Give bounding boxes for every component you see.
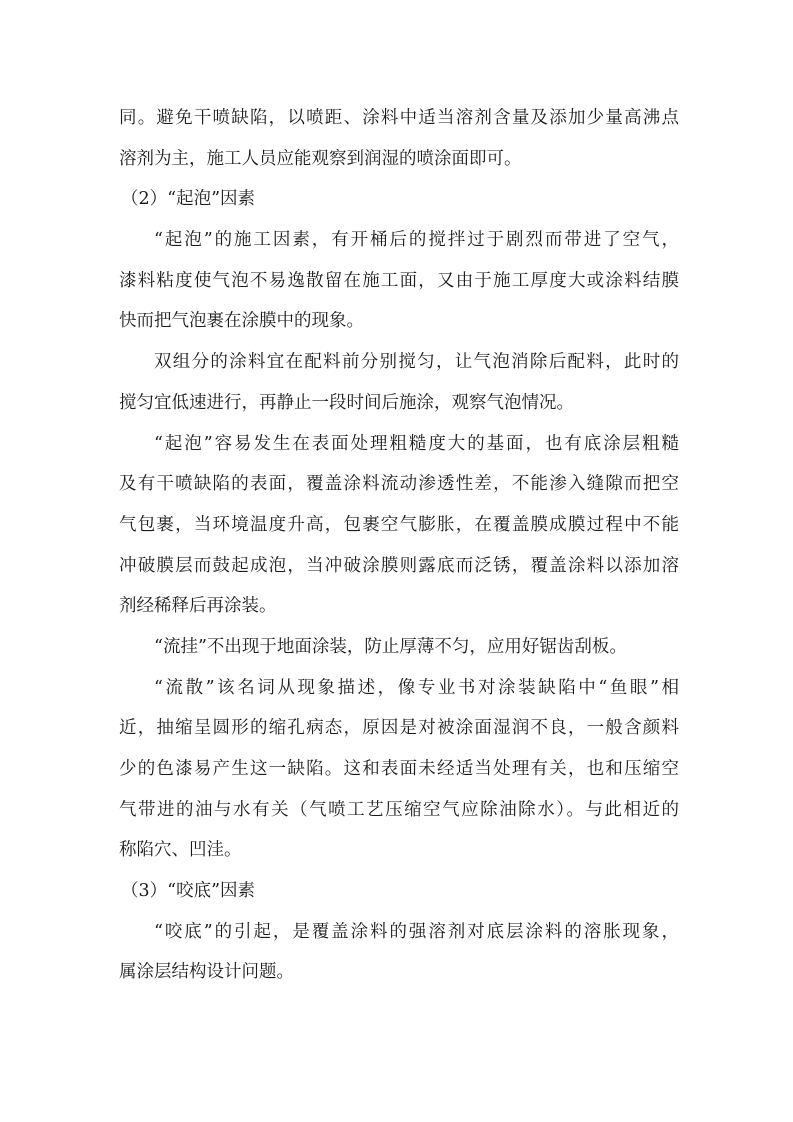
section-heading: （3）“咬底”因素 xyxy=(121,881,256,902)
text-line: 漆料粘度使气泡不易逸散留在施工面，又由于施工厚度大或涂料结膜 xyxy=(119,270,679,291)
text-line: 近，抽缩呈圆形的缩孔病态，原因是对被涂面湿润不良，一般含颜料 xyxy=(119,718,679,739)
text-line: “起泡”的施工因素，有开桶后的搅拌过于剧烈而带进了空气， xyxy=(154,230,679,251)
text-line: “起泡”容易发生在表面处理粗糙度大的基面，也有底涂层粗糙 xyxy=(154,433,679,454)
text-line: 属涂层结构设计问题。 xyxy=(119,962,294,983)
text-line: 少的色漆易产生这一缺陷。这和表面未经适当处理有关，也和压缩空 xyxy=(119,759,679,779)
text-line: 气带进的油与水有关（气喷工艺压缩空气应除油除水）。与此相近的 xyxy=(119,799,679,820)
text-line: 剂经稀释后再涂装。 xyxy=(119,596,277,617)
text-line: 气包裹，当环境温度升高，包裹空气膨胀，在覆盖膜成膜过程中不能 xyxy=(119,514,679,535)
text-line: 称陷穴、凹洼。 xyxy=(119,840,242,861)
text-line: 搅匀宜低速进行，再静止一段时间后施涂，观察气泡情况。 xyxy=(119,392,574,413)
text-line: “咬底”的引起，是覆盖涂料的强溶剂对底层涂料的溶胀现象， xyxy=(154,921,679,942)
text-line: 溶剂为主，施工人员应能观察到润湿的喷涂面即可。 xyxy=(119,148,522,169)
text-line: 冲破膜层而鼓起成泡，当冲破涂膜则露底而泛锈，覆盖涂料以添加溶 xyxy=(119,555,679,576)
text-line: 快而把气泡裹在涂膜中的现象。 xyxy=(119,311,364,332)
text-line: 双组分的涂料宜在配料前分别搅匀，让气泡消除后配料，此时的 xyxy=(154,352,679,373)
text-line: “流挂”不出现于地面涂装，防止厚薄不匀，应用好锯齿刮板。 xyxy=(154,636,627,657)
section-heading: （2）“起泡”因素 xyxy=(121,189,256,210)
text-line: 同。避免干喷缺陷，以喷距、涂料中适当溶剂含量及添加少量高沸点 xyxy=(119,108,679,128)
text-line: 及有干喷缺陷的表面，覆盖涂料流动渗透性差，不能渗入缝隙而把空 xyxy=(119,474,679,495)
text-line: “流散”该名词从现象描述，像专业书对涂装缺陷中“鱼眼”相 xyxy=(154,677,679,698)
document-body xyxy=(119,98,679,993)
